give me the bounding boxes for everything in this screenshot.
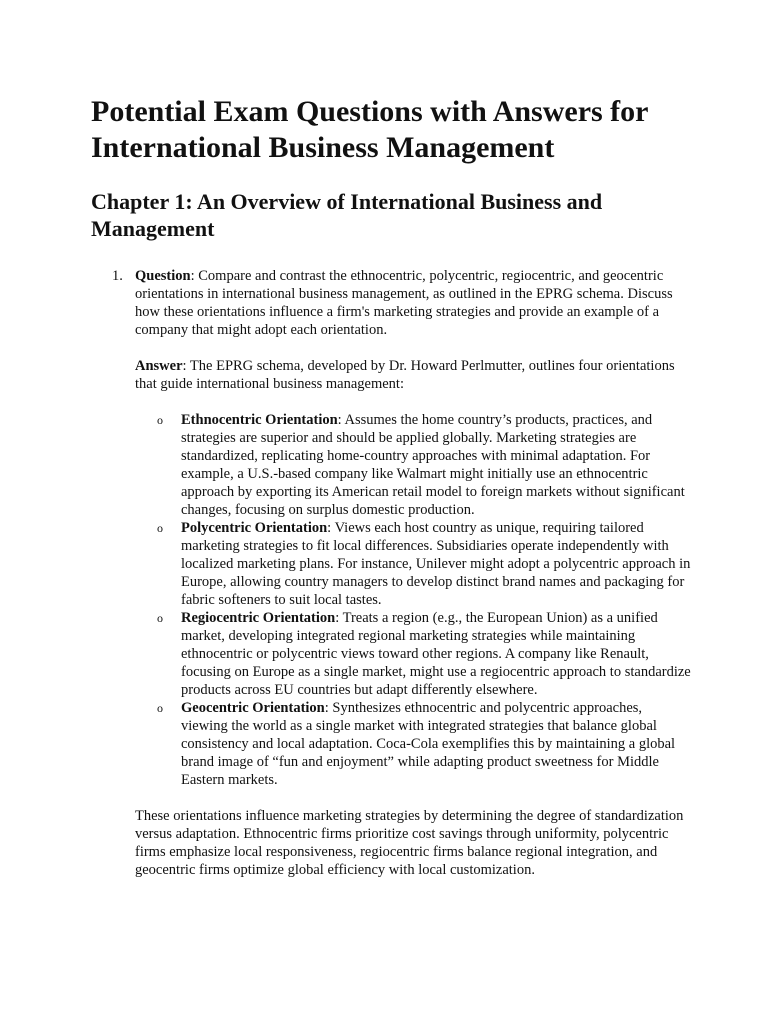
question-paragraph <box>135 267 691 339</box>
bullet-marker: o <box>157 413 163 427</box>
orientation-item-polycentric <box>135 519 691 609</box>
bullet-marker: o <box>157 611 163 625</box>
chapter-heading: Chapter 1: An Overview of International Business and Management <box>91 189 603 241</box>
orientation-term: Ethnocentric Orientation <box>181 412 338 428</box>
question-text: : Compare and contrast the ethnocentric, polycentric, regiocentric, and geocentric orientations in international business management, as outlined in the EPRG schema. Discuss how these orientations influence a firm's marketing strategies and provide an example of a company that might adopt each orientation. <box>135 268 673 338</box>
answer-text: : The EPRG schema, developed by Dr. Howard Perlmutter, outlines four orientations that guide international business management: <box>135 358 675 392</box>
orientation-text: : Synthesizes ethnocentric and polycentric approaches, viewing the world as a single market with integrated strategies that balance global consistency and local adaptation. Coca-Cola exemplifies this by maintaining a global brand image of “fun and enjoyment” while adapting product sweetness for Middle Eastern markets. <box>181 700 676 788</box>
question-list <box>91 267 691 879</box>
orientation-item-regiocentric <box>135 609 691 699</box>
question-item <box>91 267 691 879</box>
answer-label: Answer <box>135 358 183 374</box>
question-number: 1. <box>112 268 123 284</box>
bullet-marker: o <box>157 521 163 535</box>
answer-paragraph <box>135 357 691 393</box>
orientation-text: : Assumes the home country’s products, practices, and strategies are superior and should be applied globally. Marketing strategies are standardized, replicating home-country approaches with minimal adaptation. For example, a U.S.-based company like Walmart might initially use an ethnocentric approach by exporting its American retail model to foreign markets without significant changes, focusing on surplus domestic production. <box>181 412 685 518</box>
document-title: Potential Exam Questions with Answers for International Business Management <box>91 95 648 164</box>
summary-paragraph: These orientations influence marketing strategies by determining the degree of standardization versus adaptation. Ethnocentric firms prioritize cost savings through uniformity, polycentric firms emphasize local responsiveness, regiocentric firms balance regional integration, and geocentric firms optimize global efficiency with local customization. <box>135 808 684 878</box>
orientation-item-ethnocentric <box>135 411 691 519</box>
orientation-text: : Views each host country as unique, requiring tailored marketing strategies to fit local differences. Subsidiaries operate independently with localized marketing plans. For instance, Unilever might adopt a polycentric approach in Europe, allowing country managers to develop distinct brand names and packaging for fabric softeners to suit local tastes. <box>181 520 691 608</box>
document-page <box>91 94 691 879</box>
orientation-term: Polycentric Orientation <box>181 520 328 536</box>
orientation-text: : Treats a region (e.g., the European Union) as a unified market, developing integrated regional marketing strategies while maintaining ethnocentric or polycentric views toward other regions. A company like Renault, focusing on Europe as a single market, might use a regiocentric approach to standardize products across EU countries but adapt differently elsewhere. <box>181 610 691 698</box>
bullet-marker: o <box>157 701 163 715</box>
orientation-item-geocentric <box>135 699 691 789</box>
orientation-term: Geocentric Orientation <box>181 700 325 716</box>
orientation-term: Regiocentric Orientation <box>181 610 336 626</box>
orientation-list <box>135 411 691 789</box>
question-label: Question <box>135 268 191 284</box>
